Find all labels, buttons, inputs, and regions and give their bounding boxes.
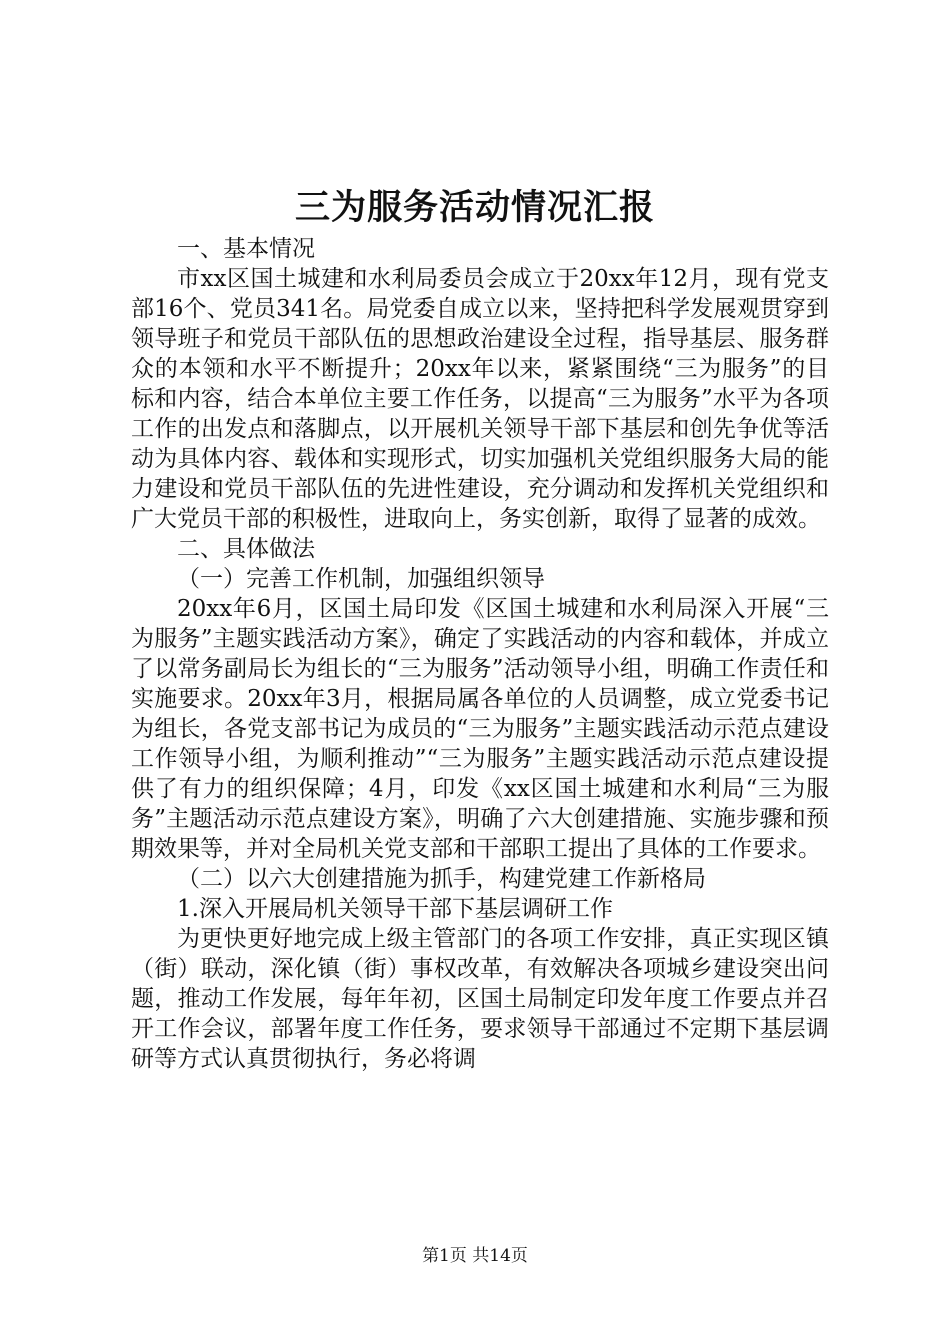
paragraph-mechanism: 20xx年6月，区国土局印发《区国土城建和水利局深入开展“三为服务”主题实践活动方案》，确定了实践活动的内容和载体，并成立了以常务副局长为组长的“三为服务”活动领导小组，明确工作责任和实施要求。20xx年3月，根据局属各单位的人员调整，成立党委书记为组长，各党支部书记为成员的“三为服务”主题实践活动示范点建设工作领导小组，为顺利推动”“三为服务”主题实践活动示范点建设提供了有力的组织保障；4月，印发《xx区国土城建和水利局“三为服务”主题活动示范点建设方案》，明确了六大创建措施、实施步骤和预期效果等，并对全局机关党支部和干部职工提出了具体的工作要求。 <box>131 596 829 862</box>
section-heading-methods: 二、具体做法 <box>177 536 315 562</box>
subsection-heading-six-measures: （二）以六大创建措施为抓手，构建党建工作新格局 <box>177 866 706 892</box>
document-title: 三为服务活动情况汇报 <box>294 187 655 228</box>
item-heading-field-research: 1.深入开展局机关领导干部下基层调研工作 <box>177 896 613 922</box>
document-body <box>131 234 829 1074</box>
subsection-heading-mechanism: （一）完善工作机制，加强组织领导 <box>177 566 545 592</box>
paragraph-basic-info: 市xx区国土城建和水利局委员会成立于20xx年12月，现有党支部16个、党员341名。局党委自成立以来，坚持把科学发展观贯穿到领导班子和党员干部队伍的思想政治建设全过程，指导基层、服务群众的本领和水平不断提升；20xx年以来，紧紧围绕“三为服务”的目标和内容，结合本单位主要工作任务，以提高“三为服务”水平为各项工作的出发点和落脚点，以开展机关领导干部下基层和创先争优等活动为具体内容、载体和实现形式，切实加强机关党组织服务大局的能力建设和党员干部队伍的先进性建设，充分调动和发挥机关党组织和广大党员干部的积极性，进取向上，务实创新，取得了显著的成效。 <box>131 266 829 532</box>
page-footer: 第1页 共14页 <box>422 1246 528 1266</box>
section-heading-basic-info: 一、基本情况 <box>177 236 315 262</box>
paragraph-field-research: 为更快更好地完成上级主管部门的各项工作安排，真正实现区镇（街）联动，深化镇（街）事权改革，有效解决各项城乡建设突出问题，推动工作发展，每年年初，区国土局制定印发年度工作要点并召开工作会议，部署年度工作任务，要求领导干部通过不定期下基层调研等方式认真贯彻执行，务必将调 <box>131 926 829 1072</box>
